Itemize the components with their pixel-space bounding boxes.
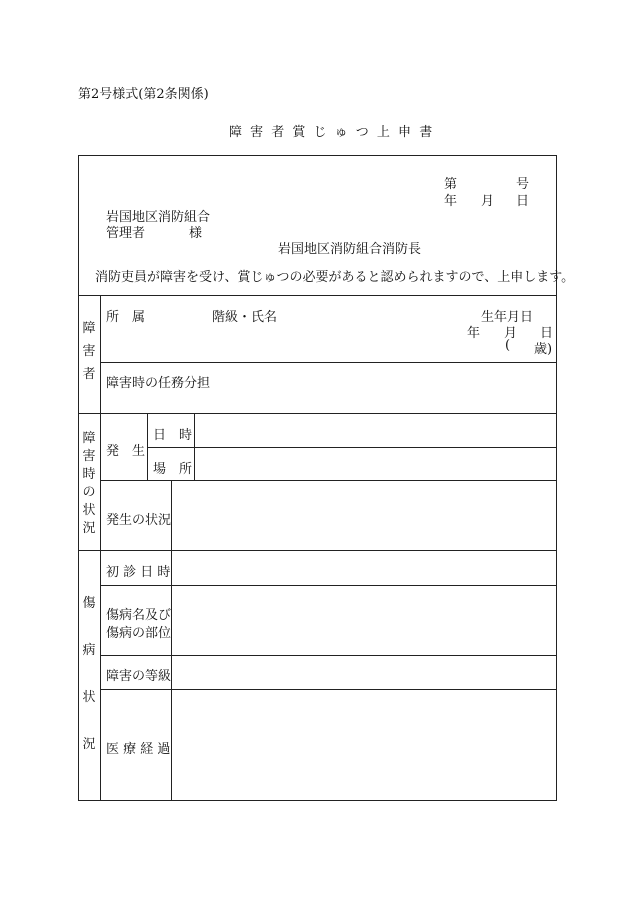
grade-label: 障害の等級 xyxy=(106,669,172,684)
birth-date-label: 生年月日 xyxy=(481,310,534,325)
datetime-label: 日 時 xyxy=(153,428,193,443)
header-year: 年 xyxy=(444,194,458,209)
divider-occurrence xyxy=(100,480,557,481)
divider-header xyxy=(78,295,557,296)
circumstances-column-line xyxy=(171,480,172,550)
recipient-org: 岩国地区消防組合 xyxy=(106,210,211,225)
affiliation-label: 所 属 xyxy=(106,310,146,325)
occurrence-label: 発 生 xyxy=(106,444,146,459)
recipient-title: 管理者 xyxy=(106,226,146,241)
divider-disease xyxy=(100,655,557,656)
section-label-condition: 傷 病 状 況 xyxy=(82,596,96,752)
divider-grade xyxy=(100,689,557,690)
condition-column-line xyxy=(171,550,172,801)
divider-condition-top xyxy=(78,550,557,551)
divider-datetime xyxy=(147,447,557,448)
occurrence-column-line xyxy=(147,413,148,480)
header-month: 月 xyxy=(481,194,495,209)
progress-label: 医 療 経 過 xyxy=(106,742,171,757)
rank-name-label: 階級・氏名 xyxy=(212,310,278,325)
circumstances-label: 発生の状況 xyxy=(106,513,172,528)
age-open: ( xyxy=(505,338,511,353)
recipient-honorific: 様 xyxy=(189,226,203,241)
number-prefix: 第 xyxy=(444,177,458,192)
section-label-injured: 障 害 者 xyxy=(82,321,96,382)
first-visit-label: 初 診 日 時 xyxy=(106,565,171,580)
label-column-line xyxy=(100,295,101,801)
divider-injured xyxy=(100,362,557,363)
form-number: 第2号様式(第2条関係) xyxy=(78,87,209,102)
divider-situation-top xyxy=(78,413,557,414)
disease-label-line1: 傷病名及び xyxy=(106,608,172,623)
birth-day: 日 xyxy=(540,326,554,341)
datetime-column-line xyxy=(194,413,195,480)
place-label: 場 所 xyxy=(153,462,193,477)
number-suffix: 号 xyxy=(516,177,530,192)
age-label: 歳) xyxy=(534,342,553,357)
document-title: 障 害 者 賞 じ ゅ つ 上 申 書 xyxy=(229,125,435,140)
duty-label: 障害時の任務分担 xyxy=(106,376,211,391)
statement: 消防吏員が障害を受け、賞じゅつの必要があると認められますので、上申します。 xyxy=(95,270,575,285)
section-label-situation: 障 害 時 の 状 況 xyxy=(82,431,96,536)
birth-year: 年 xyxy=(467,326,481,341)
disease-label-line2: 傷病の部位 xyxy=(106,626,172,641)
divider-first-visit xyxy=(100,585,557,586)
sender: 岩国地区消防組合消防長 xyxy=(278,242,422,257)
header-day: 日 xyxy=(516,194,530,209)
birth-month: 月 xyxy=(504,326,518,341)
